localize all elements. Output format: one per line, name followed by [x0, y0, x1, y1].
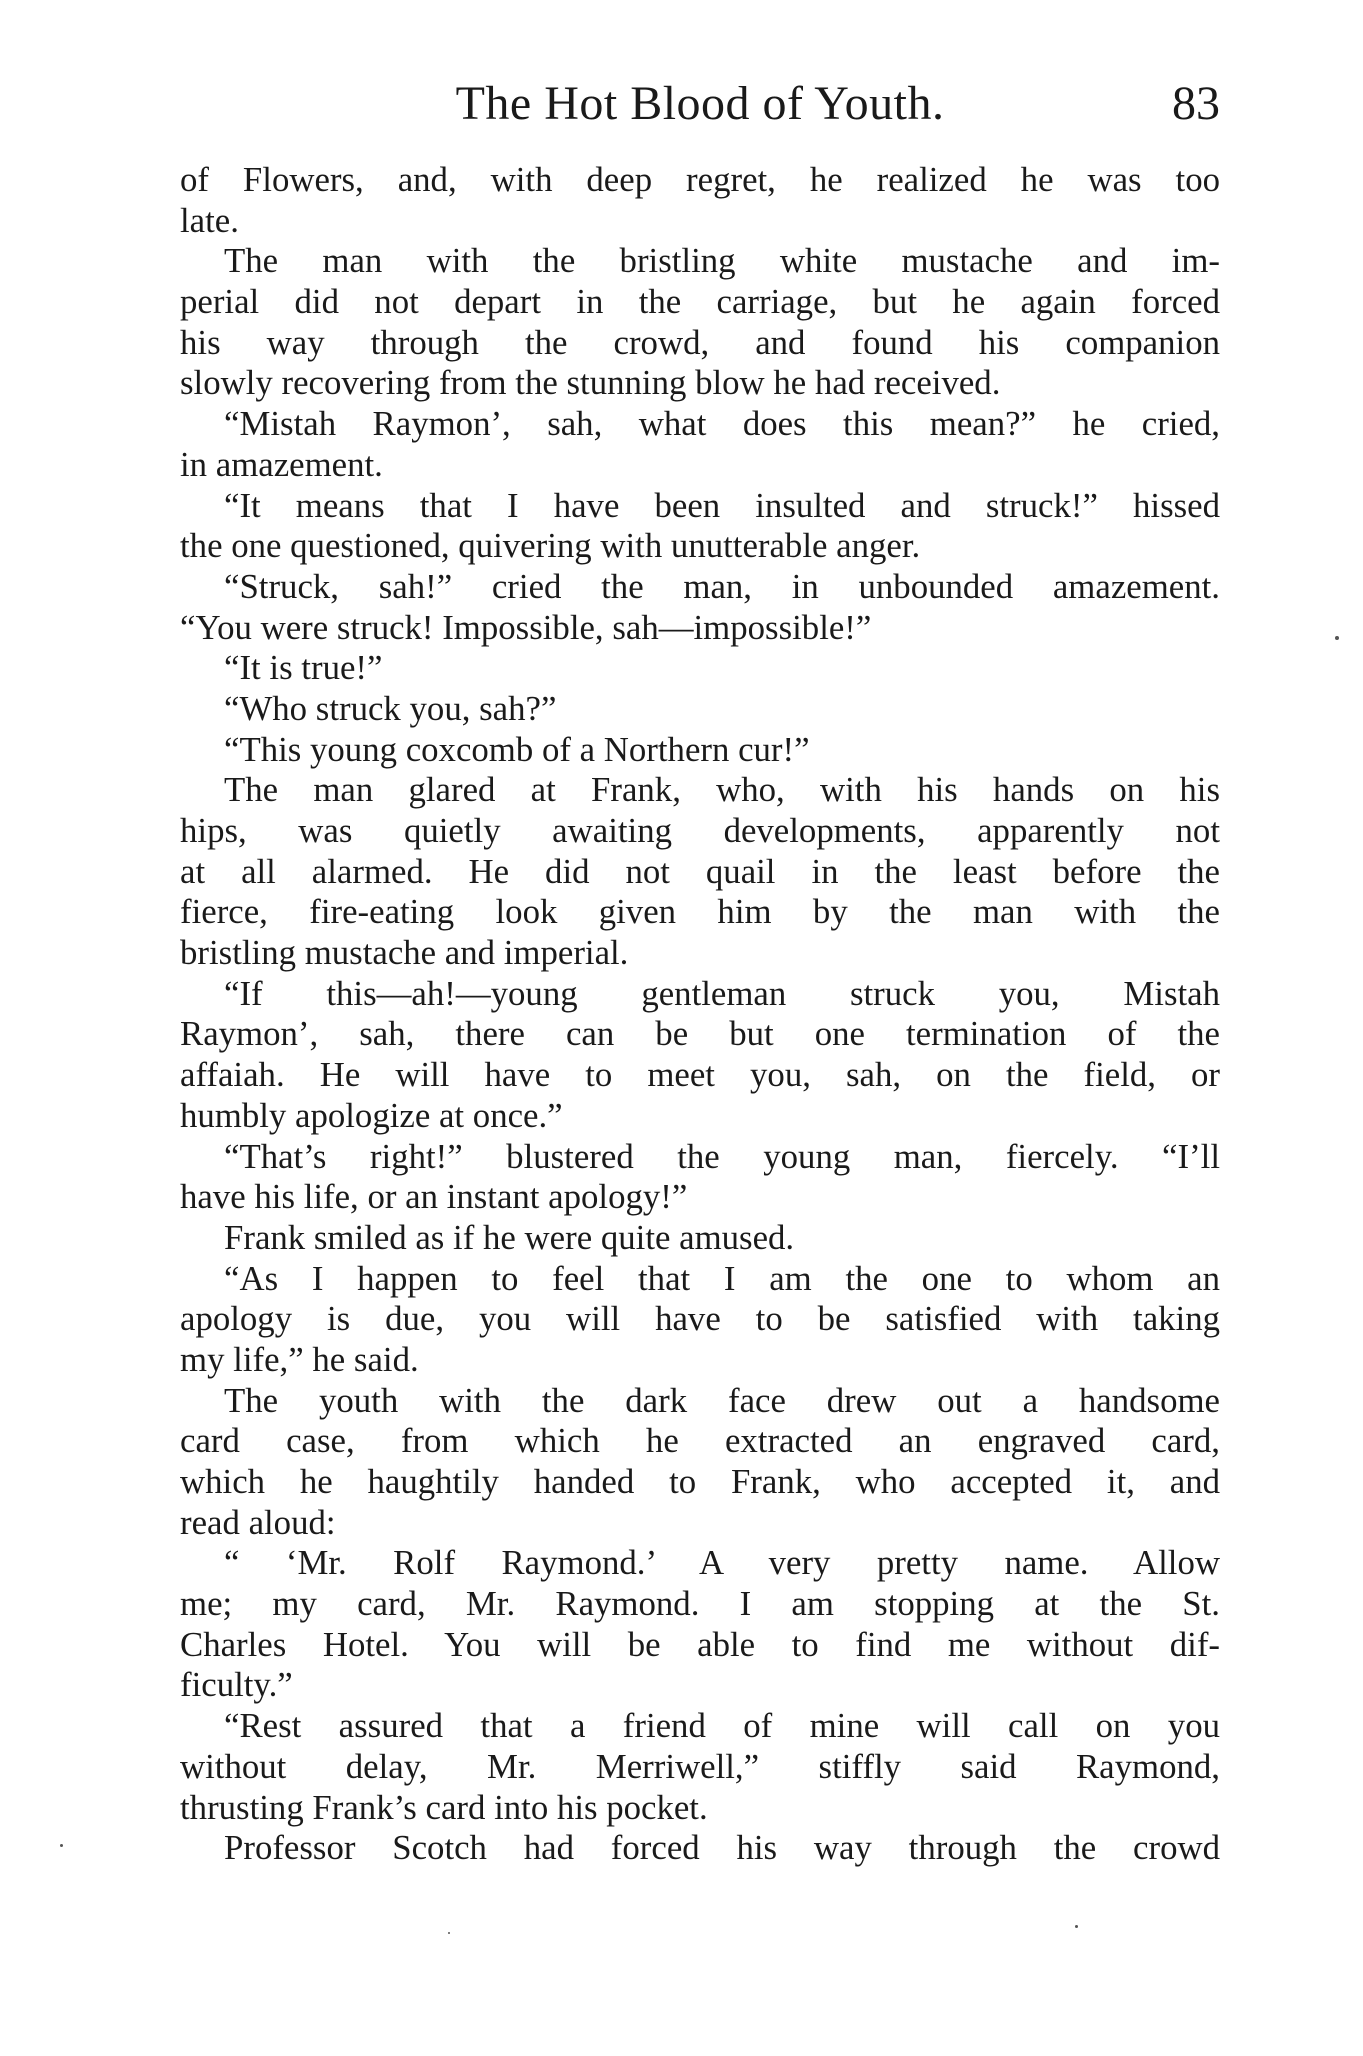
text-line: ficulty.” — [180, 1665, 293, 1705]
text-line: card case, from which he extracted an engraved card, — [180, 1421, 1220, 1461]
text-line: Professor Scotch had forced his way through the crowd — [224, 1828, 1220, 1868]
text-line: “It means that I have been insulted and struck!” hissed — [224, 485, 1220, 525]
text-line: which he haughtily handed to Frank, who accepted it, and — [180, 1462, 1220, 1501]
text-line: “As I happen to feel that I am the one to whom an — [224, 1258, 1220, 1298]
print-speck — [1335, 636, 1339, 640]
text-line: “Mistah Raymon’, sah, what does this mean?” he cried, — [224, 404, 1220, 444]
text-line: “If this—ah!—young gentleman struck you, Mistah — [224, 973, 1220, 1013]
text-line: “Who struck you, sah?” — [224, 688, 557, 728]
text-line: me; my card, Mr. Raymond. I am stopping at the St. — [180, 1584, 1220, 1624]
text-line: of Flowers, and, with deep regret, he realized he was too — [180, 160, 1220, 199]
running-title: The Hot Blood of Youth. — [455, 77, 945, 130]
text-line: humbly apologize at once.” — [180, 1095, 563, 1135]
body-text — [180, 160, 1220, 1869]
print-speck — [448, 1932, 450, 1934]
text-line: “Struck, sah!” cried the man, in unbounded amazement. — [224, 566, 1220, 606]
text-line: apology is due, you will have to be satisfied with taking — [180, 1299, 1220, 1339]
text-line: perial did not depart in the carriage, but he again forced — [180, 282, 1220, 322]
text-line: “You were struck! Impossible, sah—impossible!” — [180, 607, 872, 647]
text-line: fierce, fire-eating look given him by the man with the — [180, 892, 1220, 932]
text-line: my life,” he said. — [180, 1339, 419, 1379]
text-line: “That’s right!” blustered the young man, fiercely. “I’ll — [224, 1136, 1220, 1176]
print-speck — [60, 1844, 63, 1847]
text-line: the one questioned, quivering with unutterable anger. — [180, 526, 921, 566]
text-line: Charles Hotel. You will be able to find me without dif- — [180, 1624, 1220, 1664]
text-line: affaiah. He will have to meet you, sah, on the field, or — [180, 1055, 1220, 1095]
text-line: slowly recovering from the stunning blow he had received. — [180, 363, 1001, 403]
text-line: Frank smiled as if he were quite amused. — [224, 1217, 795, 1257]
text-line: The youth with the dark face drew out a handsome — [224, 1380, 1220, 1420]
text-line: thrusting Frank’s card into his pocket. — [180, 1787, 708, 1827]
text-line: without delay, Mr. Merriwell,” stiffly said Raymond, — [180, 1746, 1220, 1786]
text-line: “ ‘Mr. Rolf Raymond.’ A very pretty name. Allow — [224, 1543, 1220, 1583]
page-number: 83 — [1172, 77, 1220, 130]
page-header — [180, 72, 1220, 136]
text-line: in amazement. — [180, 444, 383, 484]
text-line: The man with the bristling white mustache and im- — [224, 241, 1220, 281]
text-line: “Rest assured that a friend of mine will call on you — [224, 1706, 1220, 1746]
text-line: bristling mustache and imperial. — [180, 933, 629, 973]
text-line: “It is true!” — [224, 648, 383, 688]
text-line: read aloud: — [180, 1502, 336, 1542]
text-line: at all alarmed. He did not quail in the least before the — [180, 851, 1220, 891]
text-line: his way through the crowd, and found his companion — [180, 322, 1220, 362]
text-line: late. — [180, 200, 239, 240]
text-line: hips, was quietly awaiting developments, apparently not — [180, 811, 1220, 850]
print-speck — [1075, 1925, 1078, 1928]
text-line: have his life, or an instant apology!” — [180, 1177, 688, 1217]
text-line: “This young coxcomb of a Northern cur!” — [224, 729, 810, 769]
text-line: The man glared at Frank, who, with his hands on his — [224, 770, 1220, 810]
text-line: Raymon’, sah, there can be but one termination of the — [180, 1014, 1220, 1054]
